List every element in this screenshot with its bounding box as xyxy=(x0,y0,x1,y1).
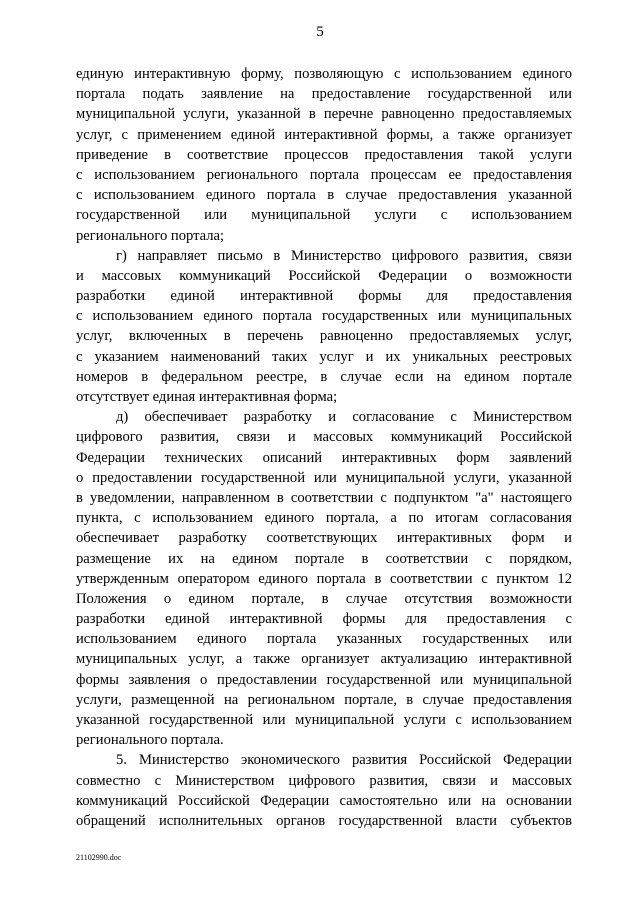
text-line: использованием единого портала указанных государственных или xyxy=(76,631,572,648)
text-line: регионального портала; xyxy=(76,227,225,244)
footer-file-name: 21102990.doc xyxy=(76,853,122,862)
text-line: утвержденным оператором единого портала в соответствии с пунктом 12 xyxy=(76,570,572,587)
text-line: муниципальной услуги, указанной в перечне равноценно предоставляемых xyxy=(76,106,572,123)
text-line: д) обеспечивает разработку и согласование с Министерством xyxy=(116,409,572,426)
text-line: коммуникаций Российской Федерации самостоятельно или на основании xyxy=(76,792,572,809)
text-line: регионального портала. xyxy=(76,732,224,749)
text-line: разработки единой интерактивной формы для предоставления xyxy=(76,288,572,305)
text-line: разработки единой интерактивной формы для предоставления с xyxy=(76,611,572,628)
text-line: с использованием единого портала в случае предоставления указанной xyxy=(76,187,572,204)
text-line: услуг, включенных в перечень равноценно предоставляемых услуг, xyxy=(76,328,572,345)
text-line: совместно с Министерством цифрового развития, связи и массовых xyxy=(76,772,572,789)
text-line: муниципальных услуг, а также организует актуализацию интерактивной xyxy=(76,651,572,668)
text-line: цифрового развития, связи и массовых коммуникаций Российской xyxy=(76,429,572,446)
text-line: портала подать заявление на предоставление государственной или xyxy=(76,86,572,103)
text-line: Федерации технических описаний интерактивных форм заявлений xyxy=(76,449,572,466)
text-line: услуги, размещенной на региональном портале, в случае предоставления xyxy=(76,691,572,708)
document-body xyxy=(76,64,572,831)
text-line: с использованием единого портала государственных или муниципальных xyxy=(76,308,572,325)
text-line: с указанием наименований таких услуг и их уникальных реестровых xyxy=(76,348,572,365)
page-number: 5 xyxy=(316,24,324,40)
text-line: номеров в федеральном реестре, в случае если на едином портале xyxy=(76,368,572,385)
text-line: услуг, с применением единой интерактивной формы, а также организует xyxy=(76,126,572,143)
text-line: формы заявления о предоставлении государственной или муниципальной xyxy=(76,671,572,688)
text-line: с использованием регионального портала процессам ее предоставления xyxy=(76,166,572,183)
text-line: обращений исполнительных органов государственной власти субъектов xyxy=(76,812,572,829)
text-line: о предоставлении государственной или муниципальной услуги, указанной xyxy=(76,469,572,486)
text-line: г) направляет письмо в Министерство цифрового развития, связи xyxy=(116,247,572,264)
text-line: 5. Министерство экономического развития Российской Федерации xyxy=(116,752,572,769)
text-line: указанной государственной или муниципальной услуги с использованием xyxy=(76,712,572,728)
text-line: и массовых коммуникаций Российской Федерации о возможности xyxy=(76,267,572,284)
text-line: отсутствует единая интерактивная форма; xyxy=(76,389,338,405)
text-line: размещение их на едином портале в соответствии с порядком, xyxy=(76,550,572,567)
text-line: приведение в соответствие процессов предоставления такой услуги xyxy=(76,146,572,163)
text-line: в уведомлении, направленном в соответствии с подпунктом "а" настоящего xyxy=(76,489,572,506)
text-line: пункта, с использованием единого портала, а по итогам согласования xyxy=(76,510,572,527)
text-line: обеспечивает разработку соответствующих интерактивных форм и xyxy=(76,530,572,547)
text-line: единую интерактивную форму, позволяющую с использованием единого xyxy=(76,66,572,82)
text-line: Положения о едином портале, в случае отсутствия возможности xyxy=(76,590,572,607)
text-line: государственной или муниципальной услуги с использованием xyxy=(76,207,572,224)
